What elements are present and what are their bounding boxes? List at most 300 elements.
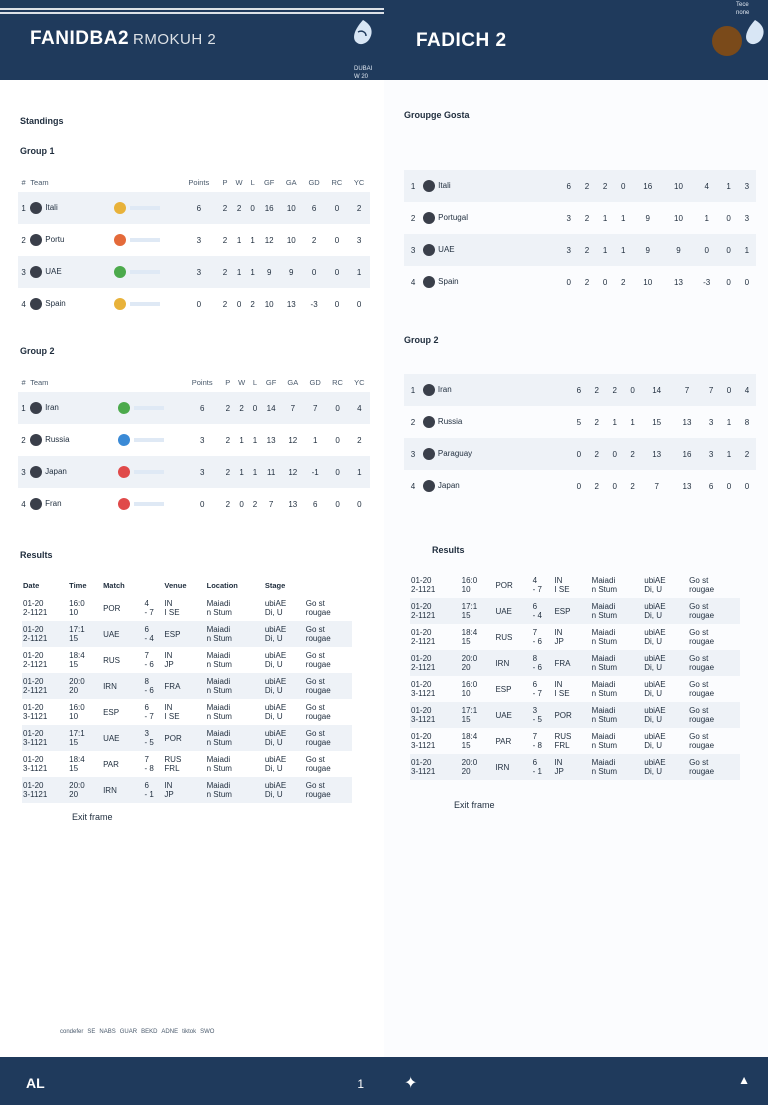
group-2-title: Group 2 [20, 346, 55, 356]
flag-icon [30, 298, 42, 310]
stage: Go st rougae [305, 599, 331, 617]
venue: Maiadi n Stum [591, 576, 617, 594]
table-row [404, 170, 756, 202]
stat-w: 2 [606, 374, 624, 406]
stat-gf: 9 [645, 213, 650, 223]
stat-p: 2 [578, 170, 596, 202]
position: 1 [404, 170, 422, 202]
home-team: UAE [494, 598, 531, 624]
away-team: IN I SE [164, 599, 180, 617]
match-date: 01-20 2-1121 [410, 650, 461, 676]
stat-w: 0 [606, 438, 624, 470]
flag-icon [30, 498, 42, 510]
position: 3 [18, 256, 29, 288]
results-table [410, 572, 740, 780]
stat-pts: 3 [566, 213, 571, 223]
stat-w: 2 [231, 192, 247, 224]
stat-pts: 0 [566, 277, 571, 287]
stat-pts: 6 [560, 170, 578, 202]
stage: Go st rougae [688, 754, 740, 780]
stat-w: 0 [239, 499, 244, 509]
stat-gd: -1 [304, 456, 327, 488]
match-score: 7 - 8 [144, 755, 154, 773]
location: ubiAE Di, U [264, 725, 305, 751]
home-team: IRN [102, 777, 143, 803]
page-title: FANIDBA2 RMOKUH 2 [30, 28, 217, 49]
stat-l: 1 [250, 235, 255, 245]
team-badge [100, 392, 182, 424]
stat-p: 2 [222, 392, 234, 424]
result-row[interactable] [410, 728, 740, 754]
stat-p: 2 [222, 456, 234, 488]
stat-l: 2 [621, 277, 626, 287]
result-row[interactable] [410, 754, 740, 780]
stat-l: 0 [247, 192, 258, 224]
match-date: 01-20 3-1121 [411, 732, 436, 750]
results-table [22, 575, 352, 803]
result-row[interactable] [22, 673, 352, 699]
stat-w: 0 [236, 299, 242, 309]
stage: Go st rougae [688, 598, 740, 624]
stat-rc: 0 [326, 192, 348, 224]
page-footer [0, 1057, 384, 1105]
home-team: IRN [494, 650, 531, 676]
stat-pts: 3 [183, 456, 222, 488]
match-score: 8 - 6 [144, 673, 164, 699]
position: 2 [21, 235, 26, 245]
away-team: IN JP [554, 628, 564, 646]
location: ubiAE Di, U [643, 754, 688, 780]
stat-pts: 3 [199, 435, 205, 445]
exit-frame-link[interactable]: Exit frame [72, 812, 113, 822]
menu-icon[interactable]: ▲ [738, 1073, 750, 1087]
flag-icon [30, 466, 42, 478]
match-time: 17:1 15 [461, 702, 495, 728]
home-team: IRN [494, 754, 531, 780]
stat-gd: 1 [312, 435, 318, 445]
table-row [404, 406, 756, 438]
result-row[interactable] [22, 725, 352, 751]
sponsor-logo: SWO [200, 1029, 215, 1035]
page-header: FADICH 2 Tece none [384, 0, 768, 80]
stat-w: 2 [234, 392, 250, 424]
stat-gf: 13 [642, 438, 672, 470]
stat-gd: 0 [694, 234, 720, 266]
table-row [404, 266, 756, 298]
stat-l: 1 [249, 456, 260, 488]
result-row[interactable] [22, 595, 352, 621]
stat-gd: 0 [303, 256, 326, 288]
stat-gf: 16 [258, 192, 280, 224]
team-name: Japan [29, 456, 100, 488]
results-heading: Results [432, 545, 465, 555]
venue: Maiadi n Stum [591, 702, 644, 728]
stat-rc: 0 [335, 435, 340, 445]
location: ubiAE Di, U [264, 621, 305, 647]
stat-rc: 0 [335, 499, 340, 509]
table-row [404, 202, 756, 234]
stat-w: 1 [239, 435, 244, 445]
results-heading: Results [20, 550, 53, 560]
badge-icon [118, 498, 130, 510]
stat-gf: 16 [632, 170, 663, 202]
stage: Go st rougae [689, 576, 715, 594]
venue: Maiadi n Stum [206, 777, 264, 803]
stat-pts: 0 [570, 438, 588, 470]
page-right [384, 0, 768, 1105]
flag-icon [423, 212, 435, 224]
location: ubiAE Di, U [644, 732, 666, 750]
venue: Maiadi n Stum [206, 651, 232, 669]
stat-gf: 10 [643, 277, 653, 287]
stage: Go st rougae [305, 755, 331, 773]
stat-gd: 7 [304, 392, 327, 424]
position: 4 [410, 277, 416, 287]
result-row[interactable] [22, 777, 352, 803]
away-team: ESP [163, 621, 205, 647]
stat-p: 2 [219, 256, 231, 288]
team-name: Japan [422, 470, 564, 502]
match-time: 18:4 15 [69, 651, 85, 669]
stat-yc: 1 [348, 256, 370, 288]
result-row[interactable] [410, 598, 740, 624]
away-team: IN JP [553, 754, 590, 780]
team-name: Russia [29, 424, 100, 456]
flag-icon [423, 416, 435, 428]
stat-rc: 0 [327, 456, 349, 488]
stat-rc: 0 [334, 235, 340, 245]
stat-yc: 2 [348, 192, 370, 224]
page-header: FANIDBA2 RMOKUH 2 DUBAI W 20 [0, 0, 384, 80]
table-row [18, 288, 370, 320]
stat-l: 2 [252, 499, 258, 509]
match-time: 16:0 10 [69, 599, 85, 617]
flag-icon [30, 434, 42, 446]
away-team: ESP [553, 598, 590, 624]
page-footer [384, 1057, 768, 1105]
position: 1 [18, 192, 29, 224]
stage: Go st rougae [688, 650, 740, 676]
home-team: ESP [495, 684, 512, 694]
stat-l: 1 [614, 234, 632, 266]
stat-gf: 11 [260, 456, 281, 488]
away-team: IN I SE [164, 703, 180, 721]
result-row[interactable] [410, 572, 740, 598]
footer-logo: AL [26, 1075, 45, 1091]
stat-ga: 10 [663, 170, 694, 202]
venue: Maiadi n Stum [206, 621, 264, 647]
table-row [18, 424, 370, 456]
stat-pts: 3 [560, 234, 578, 266]
flag-icon [30, 266, 42, 278]
position: 1 [18, 392, 29, 424]
table-row [18, 192, 370, 224]
result-row[interactable] [410, 624, 740, 650]
dubai-logo-icon [716, 18, 768, 56]
position: 3 [404, 438, 422, 470]
stat-ga: 12 [282, 456, 304, 488]
stat-p: 2 [594, 417, 599, 427]
team-name: Spain [29, 288, 95, 320]
sponsor-logo: GUAR [119, 1029, 138, 1035]
location: ubiAE Di, U [264, 703, 287, 721]
badge-icon [114, 266, 126, 278]
stat-rc: 1 [726, 417, 732, 427]
stat-gd: -3 [703, 277, 711, 287]
match-score: 3 - 5 [144, 725, 164, 751]
logo-icon: ✦ [404, 1075, 418, 1092]
dubai-logo-icon [350, 18, 376, 56]
flag-icon [423, 448, 435, 460]
sponsor-strip [60, 1020, 360, 1044]
venue: Maiadi n Stum [591, 650, 644, 676]
stat-p: 2 [584, 213, 590, 223]
home-team: RUS [103, 655, 120, 665]
stat-ga: 16 [672, 438, 702, 470]
match-score: 3 - 5 [532, 702, 554, 728]
away-team: FRA [553, 650, 590, 676]
venue: Maiadi n Stum [591, 628, 617, 646]
away-team: IN JP [164, 651, 174, 669]
position: 3 [404, 234, 422, 266]
exit-frame-link[interactable]: Exit frame [454, 800, 495, 810]
location: ubiAE Di, U [264, 599, 287, 617]
away-team: FRA [163, 673, 205, 699]
location: ubiAE Di, U [643, 650, 688, 676]
page-number: 1 [357, 1077, 364, 1091]
stat-pts: 6 [570, 374, 588, 406]
team-name: Portu [29, 224, 95, 256]
home-team: POR [495, 580, 513, 590]
stat-w: 2 [596, 170, 614, 202]
stat-gf: 13 [266, 435, 276, 445]
location: ubiAE Di, U [643, 598, 688, 624]
sponsor-logo: BEKD [141, 1029, 158, 1035]
home-team: IRN [102, 673, 143, 699]
venue: Maiadi n Stum [591, 754, 644, 780]
stat-rc: 1 [720, 170, 738, 202]
venue: Maiadi n Stum [206, 673, 264, 699]
away-team: IN JP [163, 777, 205, 803]
stat-ga: 10 [286, 235, 296, 245]
stat-yc: 0 [356, 299, 362, 309]
stage: Go st rougae [689, 628, 715, 646]
stat-pts: 6 [183, 392, 222, 424]
result-row[interactable] [22, 699, 352, 725]
stat-pts: 3 [196, 235, 202, 245]
position: 2 [21, 435, 26, 445]
result-row[interactable] [410, 650, 740, 676]
stat-gf: 12 [264, 235, 274, 245]
stat-w: 1 [612, 417, 617, 427]
result-row[interactable] [410, 676, 740, 702]
stat-yc: 3 [738, 170, 756, 202]
home-team: UAE [102, 621, 143, 647]
stat-l: 2 [250, 299, 255, 309]
stage: Go st rougae [689, 732, 715, 750]
match-time: 20:0 20 [461, 754, 495, 780]
match-time: 18:4 15 [461, 628, 478, 646]
stat-rc: 0 [326, 256, 348, 288]
stat-gd: 2 [311, 235, 317, 245]
venue: Maiadi n Stum [591, 598, 644, 624]
match-score: 4 - 7 [532, 576, 542, 594]
away-team: RUS FRL [164, 755, 182, 773]
stat-gd: 6 [708, 481, 714, 491]
group-1-standings [404, 170, 756, 298]
table-header-row: Date Time Match Venue Location Stage [23, 580, 286, 590]
team-name: Fran [29, 488, 100, 520]
match-score: 6 - 7 [532, 680, 542, 698]
stat-yc: 0 [744, 277, 750, 287]
stat-p: 2 [578, 234, 596, 266]
team-name: Iran [422, 374, 564, 406]
position: 1 [404, 374, 422, 406]
table-header-row: # Team Points P W L GF GA GD RC YC [21, 177, 365, 187]
match-date: 01-20 2-1121 [411, 628, 436, 646]
stat-p: 2 [225, 435, 231, 445]
stat-p: 2 [594, 481, 599, 491]
group-2-standings [404, 374, 756, 502]
result-row[interactable] [410, 702, 740, 728]
group-2-standings [18, 372, 370, 520]
stat-pts: 5 [576, 417, 582, 427]
match-score: 6 - 1 [144, 777, 164, 803]
away-team: IN I SE [554, 576, 570, 594]
venue: Maiadi n Stum [206, 725, 264, 751]
table-row [404, 438, 756, 470]
stat-gf: 14 [260, 392, 281, 424]
stat-ga: 13 [682, 417, 692, 427]
venue: Maiadi n Stum [206, 599, 232, 617]
result-row[interactable] [22, 647, 352, 673]
stat-pts: 3 [179, 256, 219, 288]
stat-yc: 2 [357, 435, 362, 445]
stat-gf: 9 [632, 234, 663, 266]
away-team: POR [163, 725, 205, 751]
location: ubiAE Di, U [264, 651, 287, 669]
group-1-standings [18, 172, 370, 320]
stat-p: 2 [225, 499, 231, 509]
stat-pts: 0 [576, 481, 582, 491]
sponsor-logo: condefer [60, 1029, 84, 1035]
match-time: 20:0 20 [68, 673, 102, 699]
stat-yc: 4 [349, 392, 370, 424]
table-row [18, 392, 370, 424]
stat-rc: 0 [726, 277, 731, 287]
stat-rc: 1 [720, 438, 738, 470]
team-name: Itali [29, 192, 95, 224]
match-date: 01-20 3-1121 [22, 725, 68, 751]
home-team: ESP [103, 707, 120, 717]
match-score: 7 - 6 [532, 628, 542, 646]
stat-pts: 0 [199, 499, 205, 509]
stat-ga: 13 [288, 499, 298, 509]
stat-pts: 6 [179, 192, 219, 224]
match-date: 01-20 2-1121 [410, 598, 461, 624]
stat-rc: 0 [720, 234, 738, 266]
team-badge [100, 424, 182, 456]
match-date: 01-20 2-1121 [22, 673, 68, 699]
position: 3 [18, 456, 29, 488]
venue: Maiadi n Stum [591, 680, 617, 698]
stat-ga: 9 [280, 256, 302, 288]
stat-gd: 4 [694, 170, 720, 202]
stage: Go st rougae [689, 680, 715, 698]
team-badge [95, 256, 179, 288]
table-row [18, 488, 370, 520]
stage: Go st rougae [305, 673, 352, 699]
sponsor-logo: SE [87, 1029, 96, 1035]
result-row[interactable] [22, 751, 352, 777]
location: ubiAE Di, U [644, 576, 666, 594]
team-badge [100, 456, 182, 488]
match-time: 20:0 20 [68, 777, 102, 803]
location: ubiAE Di, U [643, 702, 688, 728]
match-date: 01-20 2-1121 [23, 599, 48, 617]
position: 4 [21, 499, 26, 509]
stat-pts: 0 [196, 299, 202, 309]
team-name: Portugal [422, 202, 554, 234]
result-row[interactable] [22, 621, 352, 647]
match-score: 8 - 6 [532, 650, 554, 676]
stat-p: 2 [588, 374, 606, 406]
match-score: 6 - 7 [144, 703, 154, 721]
flag-icon [30, 202, 42, 214]
stat-l: 1 [630, 417, 635, 427]
stat-yc: 0 [744, 481, 750, 491]
stat-rc: 0 [726, 213, 731, 223]
match-time: 16:0 10 [461, 576, 478, 594]
match-score: 7 - 6 [144, 651, 154, 669]
standings-heading: Standings [20, 116, 64, 126]
stat-l: 1 [621, 213, 626, 223]
stat-p: 2 [222, 235, 228, 245]
match-score: 4 - 7 [144, 599, 154, 617]
badge-icon [118, 434, 130, 446]
stat-ga: 7 [282, 392, 304, 424]
location: ubiAE Di, U [264, 777, 305, 803]
stat-ga: 10 [674, 213, 683, 223]
match-score: 6 - 4 [144, 621, 164, 647]
position: 2 [410, 417, 416, 427]
team-badge [100, 488, 182, 520]
stat-gf: 14 [642, 374, 672, 406]
stat-gf: 7 [268, 499, 274, 509]
match-score: 6 - 1 [532, 754, 554, 780]
flag-icon [423, 180, 435, 192]
team-name: Itali [422, 170, 554, 202]
team-name: UAE [29, 256, 95, 288]
stat-ga: 13 [674, 277, 683, 287]
stat-l: 2 [624, 438, 642, 470]
match-time: 18:4 15 [461, 732, 478, 750]
stat-gd: 3 [702, 438, 720, 470]
stat-rc: 0 [726, 481, 732, 491]
match-time: 17:1 15 [461, 598, 495, 624]
stat-rc: 0 [334, 299, 340, 309]
stage: Go st rougae [305, 725, 352, 751]
position: 4 [410, 481, 416, 491]
match-score: 7 - 8 [532, 732, 542, 750]
position: 2 [410, 213, 416, 223]
flag-icon [30, 402, 42, 414]
group-1-title: Group 1 [20, 146, 55, 156]
flag-icon [423, 384, 435, 396]
match-date: 01-20 3-1121 [23, 703, 48, 721]
match-time: 16:0 10 [461, 680, 478, 698]
home-team: PAR [103, 759, 119, 769]
